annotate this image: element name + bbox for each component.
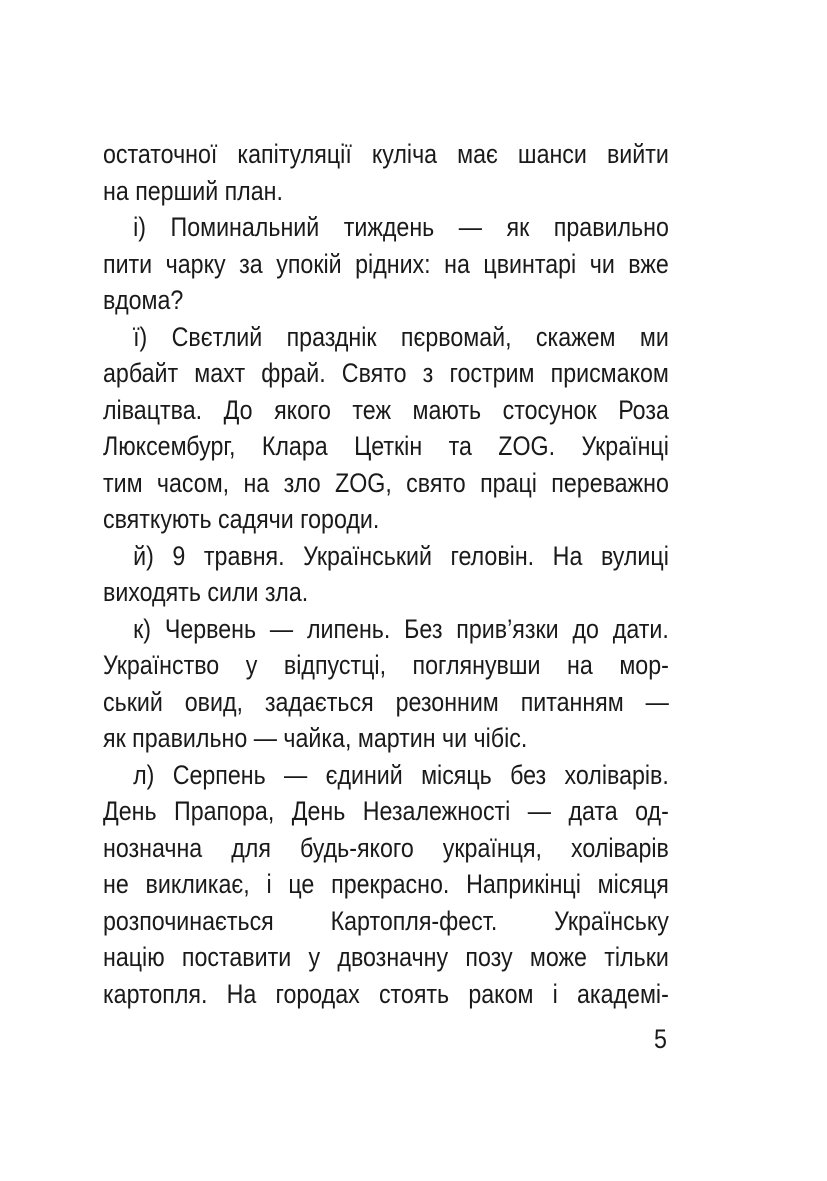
text-line: виходять сили зла. <box>103 577 309 607</box>
text-line: пити чарку за упокій рідних: на цвинтарі чи вже <box>103 248 669 279</box>
body-text <box>103 136 669 1012</box>
text-line: розпочинається Картопля-фест. Українську <box>103 905 669 936</box>
text-line: арбайт махт фрай. Свято з гострим присмаком <box>103 358 669 388</box>
text-line: як правильно — чайка, мартин чи чібіс. <box>103 723 528 753</box>
text-line: л) Серпень — єдиний місяць без холіварів. <box>133 759 669 790</box>
text-line: нозначна для будь-якого українця, холіварів <box>103 832 669 863</box>
text-line: святкують садячи городи. <box>103 504 380 534</box>
text-line: к) Червень — липень. Без прив’язки до дати. <box>133 613 669 644</box>
text-line: День Прапора, День Незалежності — дата од- <box>103 796 669 826</box>
text-line: ї) Свєтлий празднік пєрвомай, скажем ми <box>133 321 669 352</box>
text-line: націю поставити у двозначну позу може тільки <box>103 942 669 972</box>
text-line: вдома? <box>103 285 184 315</box>
text-line: тим часом, на зло ZOG, свято праці переважно <box>103 467 669 498</box>
text-line: картопля. На городах стоять раком і академі- <box>103 978 669 1009</box>
text-line: остаточної капітуляції куліча має шанси вийти <box>103 139 669 169</box>
text-line: лівацтва. До якого теж мають стосунок Роза <box>103 394 669 425</box>
text-line: й) 9 травня. Український геловін. На вулиці <box>133 540 669 571</box>
page-number: 5 <box>654 1024 667 1054</box>
text-line: ський овид, задається резонним питанням — <box>103 686 669 717</box>
text-line: не викликає, і це прекрасно. Наприкінці місяця <box>103 869 669 899</box>
text-line: Люксембург, Клара Цеткін та ZOG. Українці <box>103 431 669 461</box>
text-line: Українство у відпустці, поглянувши на мор- <box>103 650 669 680</box>
text-line: на перший план. <box>103 175 283 206</box>
text-line: і) Поминальний тиждень — як правильно <box>133 212 669 242</box>
